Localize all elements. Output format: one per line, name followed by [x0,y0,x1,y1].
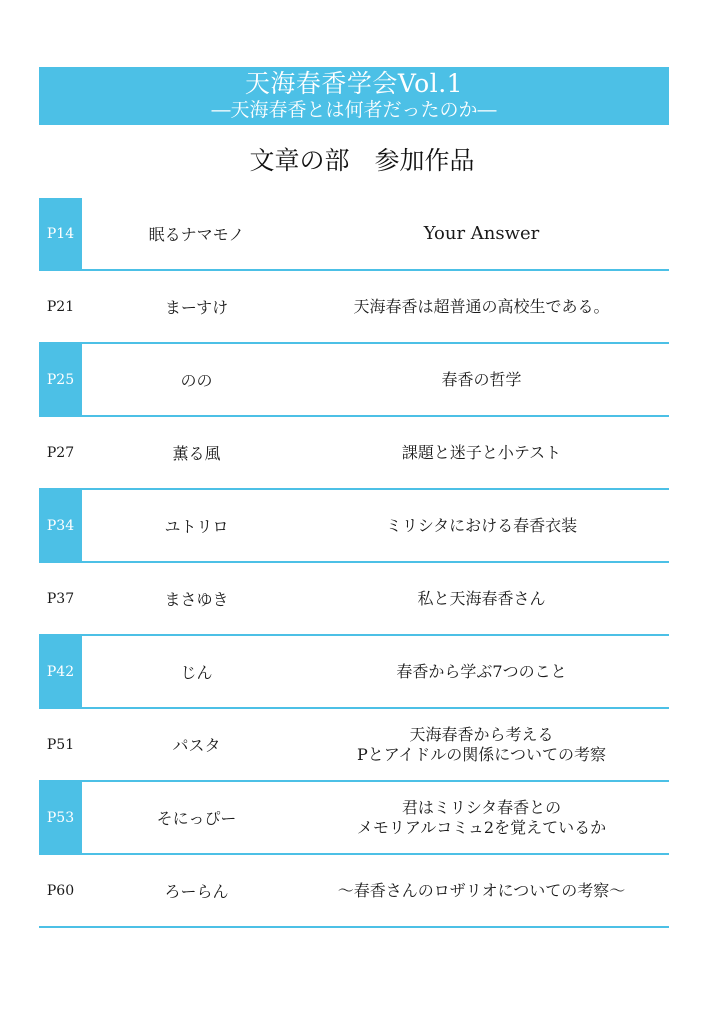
page-number: P53 [39,782,82,853]
work-title-line: Your Answer [423,222,540,244]
work-title-line: ～春香さんのロザリオについての考察～ [337,880,626,900]
page-number: P21 [46,298,75,315]
work-title [294,855,669,926]
author-name: ユトリロ [164,517,229,536]
work-title [294,417,669,488]
page-number: P42 [39,636,82,707]
author-name: パスタ [172,736,221,755]
page-number: P27 [46,444,75,461]
work-title [294,709,669,780]
table-row [39,417,669,490]
table-row [39,198,669,271]
page-number: P25 [39,344,82,415]
work-title-line: メモリアルコミュ2を覚えているか [356,817,607,837]
entries-table [39,198,669,928]
table-row [39,782,669,855]
work-title-line: ミリシタにおける春香衣装 [385,515,578,535]
banner-subtitle: ―天海春香とは何者だったのか― [211,99,497,121]
table-row [39,271,669,344]
page-number: P34 [39,490,82,561]
author-name: 薫る風 [172,444,221,463]
work-title [294,782,669,853]
work-title-line: 春香の哲学 [441,369,522,389]
page-number: P14 [39,198,82,269]
work-title-line: 課題と迷子と小テスト [401,442,562,462]
author-name: ろーらん [164,882,229,901]
work-title-line: 君はミリシタ春香との [401,797,562,817]
author-name: じん [180,663,213,682]
page-number: P60 [46,882,75,899]
table-row [39,636,669,709]
author-name: そにっぴー [156,809,237,828]
work-title-line: Pとアイドルの関係についての考察 [356,744,606,764]
work-title [294,198,669,269]
banner-title: 天海春香学会Vol.1 [244,69,464,98]
work-title-line: 天海春香から考える [409,724,554,744]
table-row [39,855,669,928]
work-title [294,563,669,634]
page-number: P37 [46,590,75,607]
work-title [294,344,669,415]
work-title-line: 私と天海春香さん [417,588,546,608]
section-heading: 文章の部 参加作品 [249,146,475,175]
author-name: まさゆき [164,590,229,609]
work-title [294,490,669,561]
table-row [39,563,669,636]
work-title-line: 天海春香は超普通の高校生である。 [353,296,610,316]
work-title [294,636,669,707]
table-row [39,344,669,417]
table-row [39,490,669,563]
work-title [294,271,669,342]
table-row [39,709,669,782]
author-name: のの [180,371,213,390]
author-name: 眠るナマモノ [148,225,245,244]
header-banner [39,67,669,125]
page-number: P51 [46,736,75,753]
author-name: まーすけ [164,298,229,317]
work-title-line: 春香から学ぶ7つのこと [396,661,567,681]
